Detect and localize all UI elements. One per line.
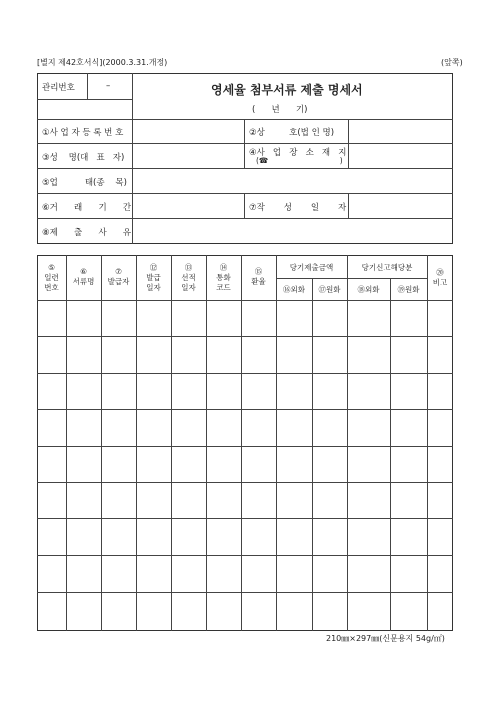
mgmt-number-value[interactable]: – [106, 81, 111, 91]
written-date-label: ⑦작 성 일 자 [249, 203, 347, 213]
col-submitted-krw: ⑰원화 [318, 285, 341, 294]
paper-spec: 210㎜×297㎜(신문용지 54g/㎡) [326, 634, 445, 643]
business-type-label: ⑤업 태(종 목) [42, 178, 127, 188]
col-submitted-fx: ⑯외화 [283, 285, 305, 294]
submit-reason-label: ⑧제 출 사 유 [42, 228, 132, 238]
col-reported-portion: 당기신고해당분 [361, 263, 413, 272]
company-name-label: ②상 호(법 인 명) [249, 128, 335, 138]
representative-label: ③성 명(대 표 자) [42, 153, 125, 163]
col-serial: ⑤ 일련 번호 [44, 263, 59, 292]
col-reported-krw: ⑲원화 [397, 285, 420, 294]
col-submitted-amount: 당기제출금액 [289, 263, 334, 272]
col-note: ⑳ 비고 [432, 268, 448, 287]
front-side-note: (앞쪽) [441, 58, 463, 67]
form-number: [별지 제42호서식](2000.3.31.개정) [37, 58, 168, 67]
col-exchange-rate: ⑮ 환율 [251, 267, 266, 286]
col-issuer: ⑦ 발급자 [107, 267, 130, 286]
col-ship-date: ⑬ 선적 일자 [181, 263, 196, 292]
form-title: 영세율 첨부서류 제출 명세서 [211, 83, 363, 97]
mgmt-number-label: 관리번호 [42, 83, 75, 93]
business-address-label: ④사 업 장 소 재 지 [249, 148, 347, 158]
col-reported-fx: ⑱외화 [357, 285, 380, 294]
transaction-period-label: ⑥거 래 기 간 [42, 203, 132, 213]
business-reg-no-label: ①사 업 자 등 록 번 호 [42, 128, 124, 138]
phone-field[interactable]: (☎ ) [256, 156, 343, 165]
period-field[interactable]: ( 년 기) [252, 105, 308, 115]
col-docname: ⑥ 서류명 [72, 267, 95, 286]
col-issue-date: ⑫ 발급 일자 [146, 263, 161, 292]
col-currency-code: ⑭ 통화 코드 [216, 263, 231, 292]
